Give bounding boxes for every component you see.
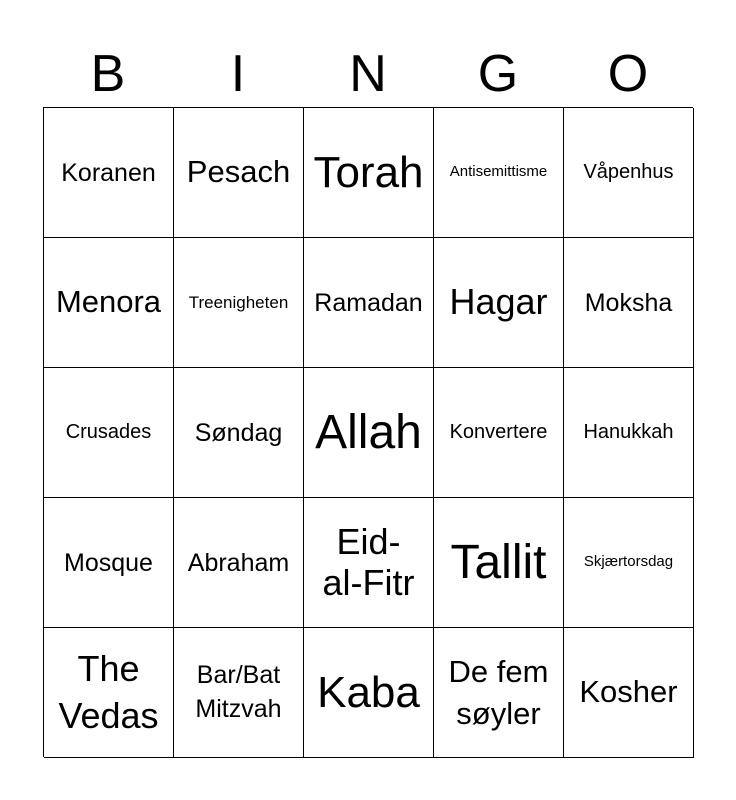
cell-text: Mosque: [64, 548, 153, 577]
cell-text: Koranen: [61, 158, 156, 187]
header-letter-g: G: [477, 45, 519, 103]
bingo-cell[interactable]: [304, 498, 434, 628]
bingo-cell[interactable]: [564, 498, 694, 628]
bingo-cell[interactable]: [564, 628, 694, 758]
cell-text: Ramadan: [314, 288, 423, 317]
bingo-cell[interactable]: [434, 628, 564, 758]
bingo-cell[interactable]: [434, 498, 564, 628]
header-letter-o: O: [607, 45, 649, 103]
cell-text: Våpenhus: [583, 161, 674, 184]
bingo-cell[interactable]: [564, 108, 694, 238]
cell-text: Skjærtorsdag: [583, 553, 674, 571]
bingo-cell[interactable]: [44, 628, 174, 758]
bingo-cell[interactable]: [174, 108, 304, 238]
cell-text: Bar/Bat Mitzvah: [195, 660, 282, 723]
cell-text: De fem søyler: [448, 653, 549, 731]
cell-text: Tallit: [450, 535, 547, 589]
cell-text: Menora: [55, 284, 162, 320]
cell-text: Søndag: [194, 418, 283, 447]
cell-text: Konvertere: [449, 421, 548, 444]
bingo-cell[interactable]: [564, 368, 694, 498]
bingo-cell[interactable]: [564, 238, 694, 368]
bingo-header: [43, 40, 693, 108]
cell-text: Allah: [315, 405, 422, 459]
bingo-cell[interactable]: [44, 368, 174, 498]
bingo-cell[interactable]: [174, 368, 304, 498]
bingo-cell[interactable]: [304, 108, 434, 238]
cell-text: Abraham: [187, 548, 290, 577]
cell-text: Crusades: [65, 421, 152, 444]
cell-text: Kaba: [317, 667, 420, 717]
bingo-cell[interactable]: [304, 368, 434, 498]
bingo-cell[interactable]: [434, 108, 564, 238]
cell-text: Pesach: [186, 154, 291, 190]
bingo-cell[interactable]: [174, 628, 304, 758]
cell-text: Moksha: [584, 288, 673, 317]
header-letter-i: I: [230, 45, 246, 103]
cell-text: Kosher: [579, 674, 678, 710]
bingo-grid: [43, 107, 693, 757]
header-letter-b: B: [90, 45, 126, 103]
cell-text: Hanukkah: [583, 421, 674, 444]
bingo-cell[interactable]: [434, 238, 564, 368]
cell-text: Treenigheten: [188, 292, 289, 312]
cell-text: Hagar: [449, 281, 548, 323]
cell-text: The Vedas: [58, 647, 159, 736]
bingo-cell[interactable]: [44, 108, 174, 238]
bingo-cell[interactable]: [44, 238, 174, 368]
header-letter-n: N: [349, 45, 387, 103]
cell-text: Antisemittisme: [449, 163, 548, 181]
bingo-cell[interactable]: [174, 498, 304, 628]
bingo-cell[interactable]: [44, 498, 174, 628]
cell-text: Torah: [313, 147, 424, 197]
bingo-cell[interactable]: [304, 628, 434, 758]
bingo-cell[interactable]: [304, 238, 434, 368]
bingo-cell[interactable]: [174, 238, 304, 368]
bingo-cell[interactable]: [434, 368, 564, 498]
cell-text: Eid- al-Fitr: [322, 521, 415, 603]
